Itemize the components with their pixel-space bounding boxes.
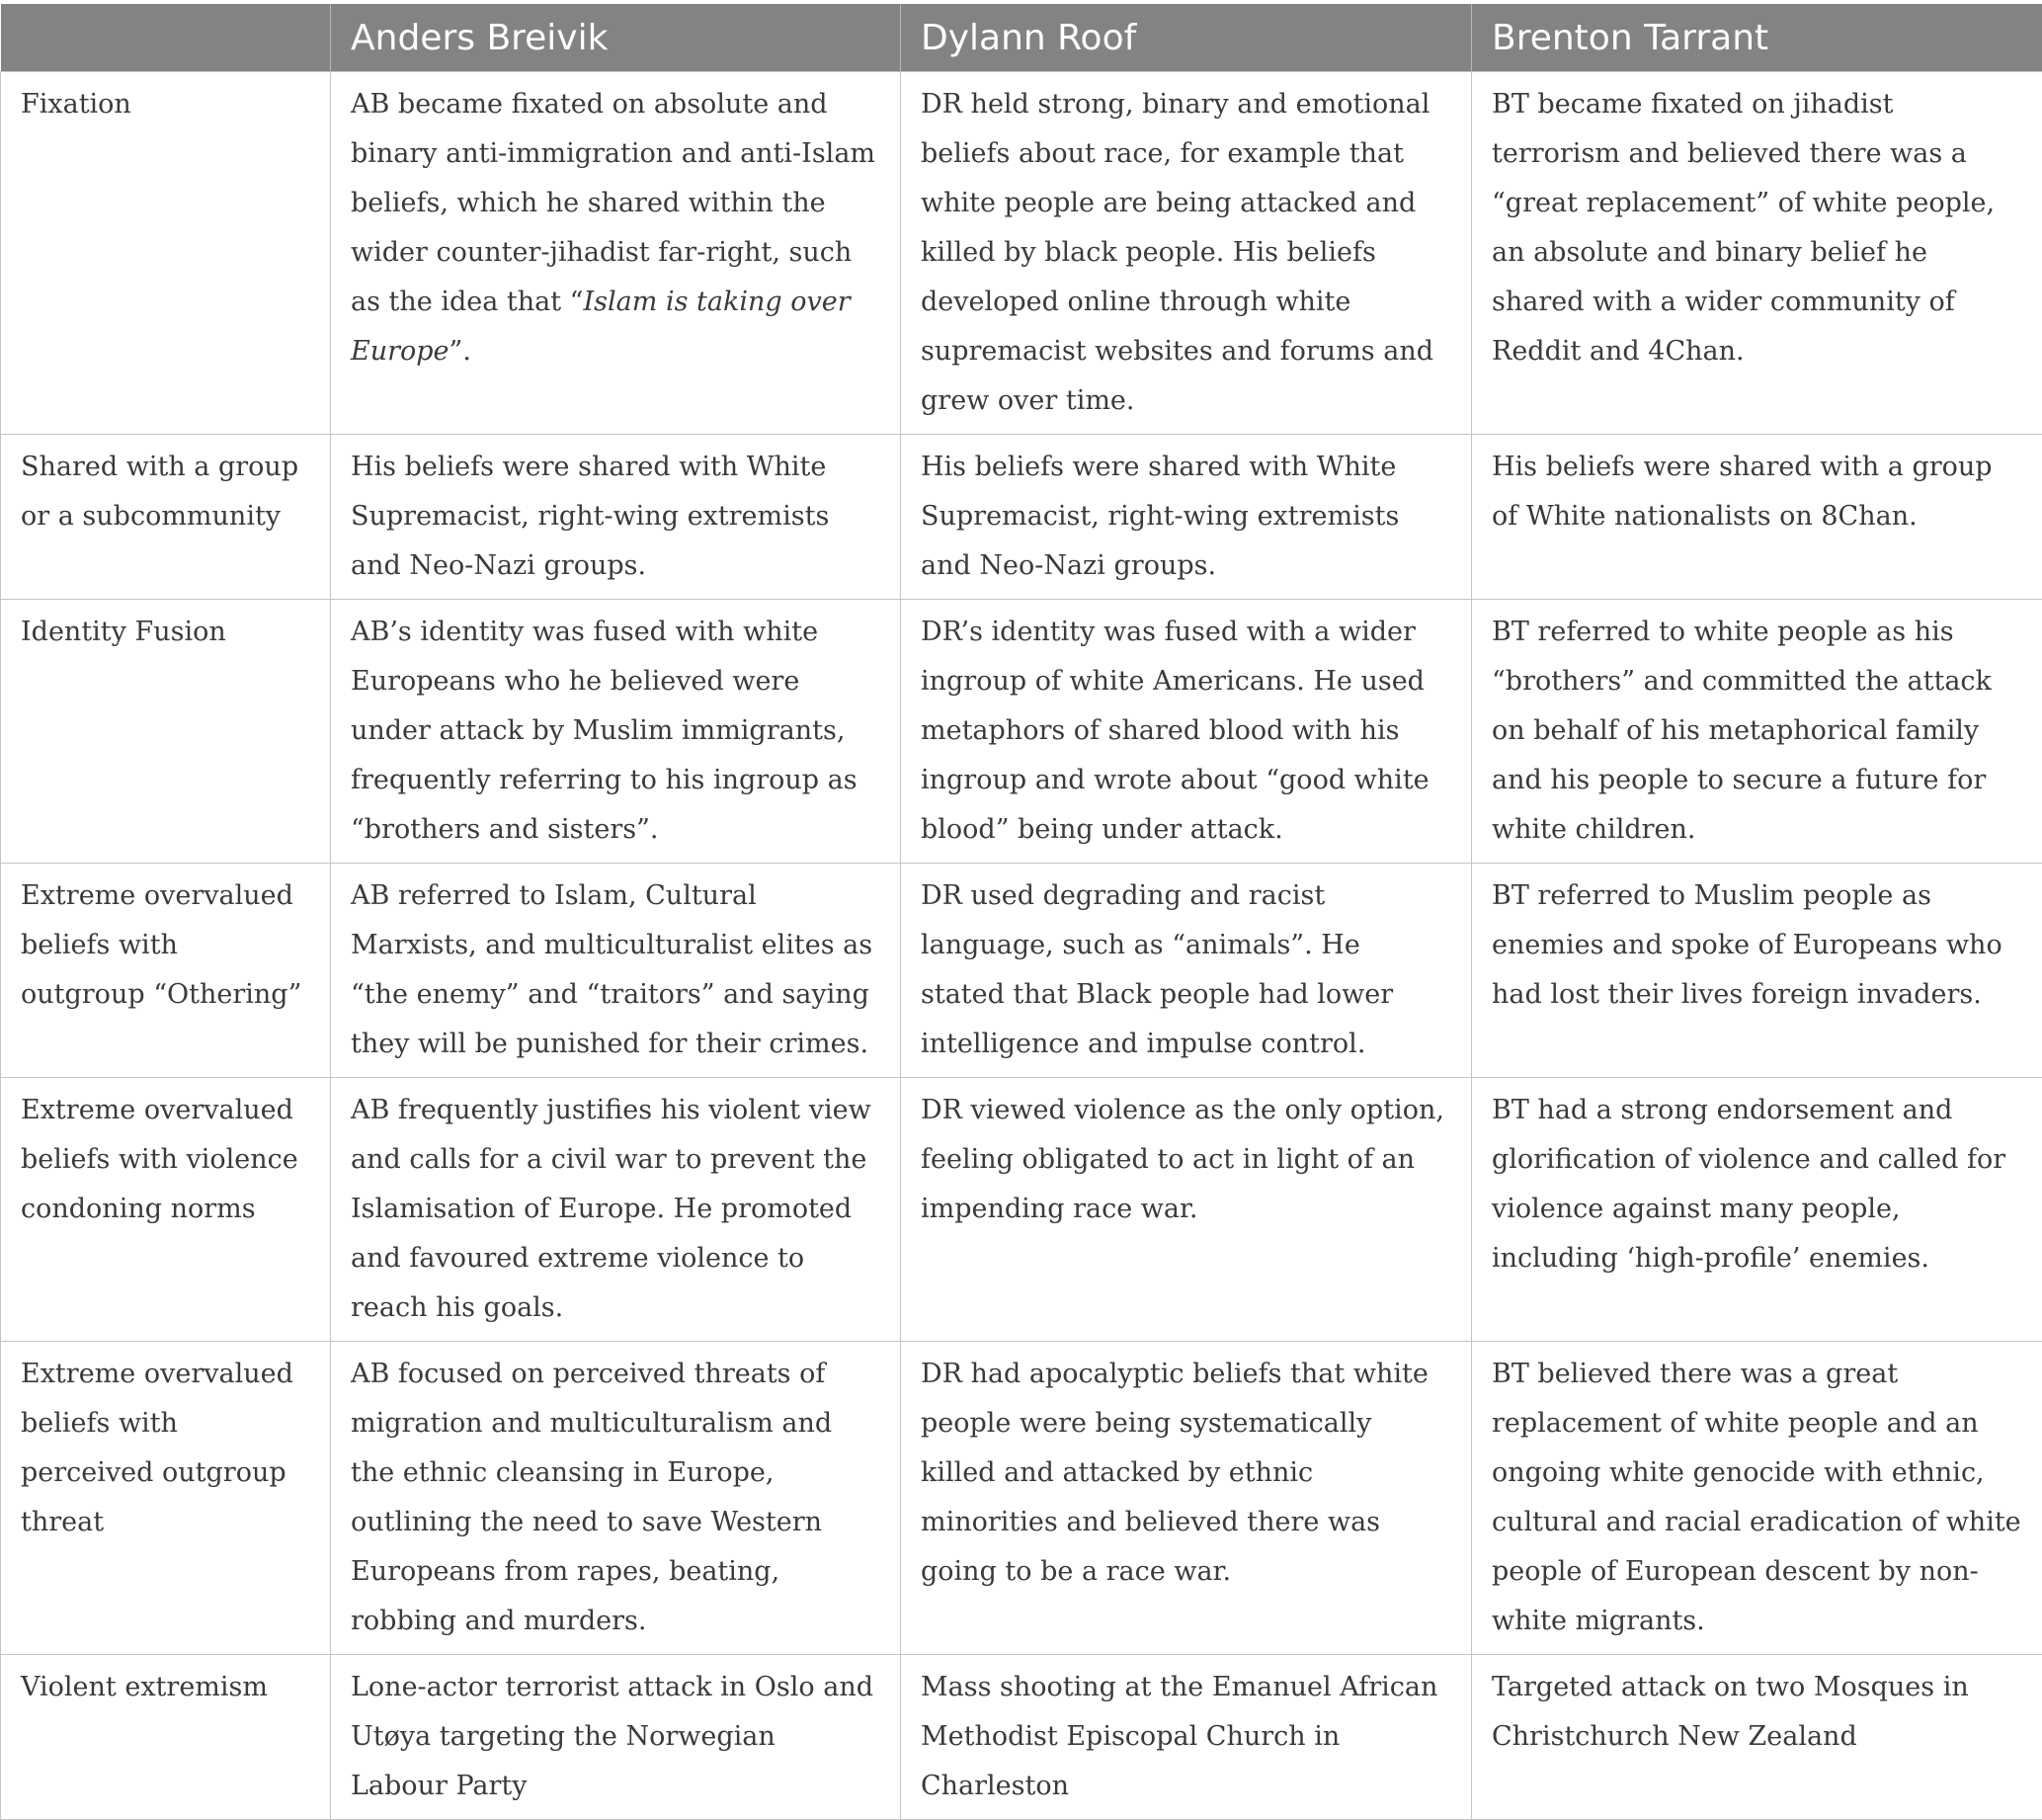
cell-brenton-tarrant: Targeted attack on two Mosques in Christchurch New Zealand — [1472, 1655, 2042, 1820]
header-cell-anders-breivik: Anders Breivik — [331, 4, 901, 72]
table-body — [1, 72, 2042, 1820]
table-header — [1, 4, 2042, 72]
table-row-identity-fusion — [1, 600, 2042, 864]
table-row-fixation — [1, 72, 2042, 435]
cell-brenton-tarrant: BT became fixated on jihadist terrorism and believed there was a “great replacement” of white people, an absolute and binary belief he shared with a wider community of Reddit and 4Chan. — [1472, 72, 2042, 435]
header-cell-criteria — [1, 4, 331, 72]
table-row-violence-norms — [1, 1078, 2042, 1342]
cell-anders-breivik: AB referred to Islam, Cultural Marxists, and multiculturalist elites as “the enemy” and “traitors” and saying they will be punished for their crimes. — [331, 864, 901, 1078]
cell-dylann-roof: DR viewed violence as the only option, feeling obligated to act in light of an impending race war. — [901, 1078, 1472, 1342]
cell-anders-breivik: His beliefs were shared with White Supremacist, right-wing extremists and Neo-Nazi groups. — [331, 435, 901, 600]
row-label: Extreme overvalued beliefs with violence condoning norms — [1, 1078, 331, 1342]
comparison-table — [0, 4, 2042, 1820]
cell-anders-breivik: Lone-actor terrorist attack in Oslo and Utøya targeting the Norwegian Labour Party — [331, 1655, 901, 1820]
row-label: Extreme overvalued beliefs with outgroup “Othering” — [1, 864, 331, 1078]
table-row-outgroup-threat — [1, 1342, 2042, 1655]
cell-dylann-roof: DR had apocalyptic beliefs that white people were being systematically killed and attacked by ethnic minorities and believed there was going to be a race war. — [901, 1342, 1472, 1655]
table-row-shared-group — [1, 435, 2042, 600]
row-label: Fixation — [1, 72, 331, 435]
cell-dylann-roof: DR held strong, binary and emotional beliefs about race, for example that white people are being attacked and killed by black people. His beliefs developed online through white supremacist websites and forums and grew over time. — [901, 72, 1472, 435]
header-row — [1, 4, 2042, 72]
header-cell-dylann-roof: Dylann Roof — [901, 4, 1472, 72]
table-row-violent-extremism — [1, 1655, 2042, 1820]
table-row-othering — [1, 864, 2042, 1078]
row-label: Identity Fusion — [1, 600, 331, 864]
cell-brenton-tarrant: BT believed there was a great replacement of white people and an ongoing white genocide with ethnic, cultural and racial eradication of white people of European descent by non-white migrants. — [1472, 1342, 2042, 1655]
row-label: Violent extremism — [1, 1655, 331, 1820]
cell-dylann-roof: DR’s identity was fused with a wider ingroup of white Americans. He used metaphors of shared blood with his ingroup and wrote about “good white blood” being under attack. — [901, 600, 1472, 864]
comparison-table-container — [0, 4, 2042, 1820]
cell-anders-breivik: AB’s identity was fused with white Europeans who he believed were under attack by Muslim immigrants, frequently referring to his ingroup as “brothers and sisters”. — [331, 600, 901, 864]
cell-dylann-roof: DR used degrading and racist language, such as “animals”. He stated that Black people had lower intelligence and impulse control. — [901, 864, 1472, 1078]
row-label: Shared with a group or a subcommunity — [1, 435, 331, 600]
cell-anders-breivik — [331, 72, 901, 435]
cell-text-italic-quote: Islam is taking over Europe — [351, 287, 851, 367]
cell-anders-breivik: AB frequently justifies his violent view and calls for a civil war to prevent the Islamisation of Europe. He promoted and favoured extreme violence to reach his goals. — [331, 1078, 901, 1342]
cell-brenton-tarrant: His beliefs were shared with a group of White nationalists on 8Chan. — [1472, 435, 2042, 600]
row-label: Extreme overvalued beliefs with perceived outgroup threat — [1, 1342, 331, 1655]
cell-text-post: ”. — [449, 336, 471, 367]
header-cell-brenton-tarrant: Brenton Tarrant — [1472, 4, 2042, 72]
cell-dylann-roof: Mass shooting at the Emanuel African Methodist Episcopal Church in Charleston — [901, 1655, 1472, 1820]
cell-brenton-tarrant: BT referred to Muslim people as enemies and spoke of Europeans who had lost their lives foreign invaders. — [1472, 864, 2042, 1078]
cell-text-pre: AB became fixated on absolute and binary anti-immigration and anti-Islam beliefs, which he shared within the wider counter-jihadist far-right, such as the idea that “ — [351, 89, 875, 317]
cell-dylann-roof: His beliefs were shared with White Supremacist, right-wing extremists and Neo-Nazi groups. — [901, 435, 1472, 600]
cell-brenton-tarrant: BT referred to white people as his “brothers” and committed the attack on behalf of his metaphorical family and his people to secure a future for white children. — [1472, 600, 2042, 864]
cell-brenton-tarrant: BT had a strong endorsement and glorification of violence and called for violence against many people, including ‘high-profile’ enemies. — [1472, 1078, 2042, 1342]
cell-anders-breivik: AB focused on perceived threats of migration and multiculturalism and the ethnic cleansing in Europe, outlining the need to save Western Europeans from rapes, beating, robbing and murders. — [331, 1342, 901, 1655]
